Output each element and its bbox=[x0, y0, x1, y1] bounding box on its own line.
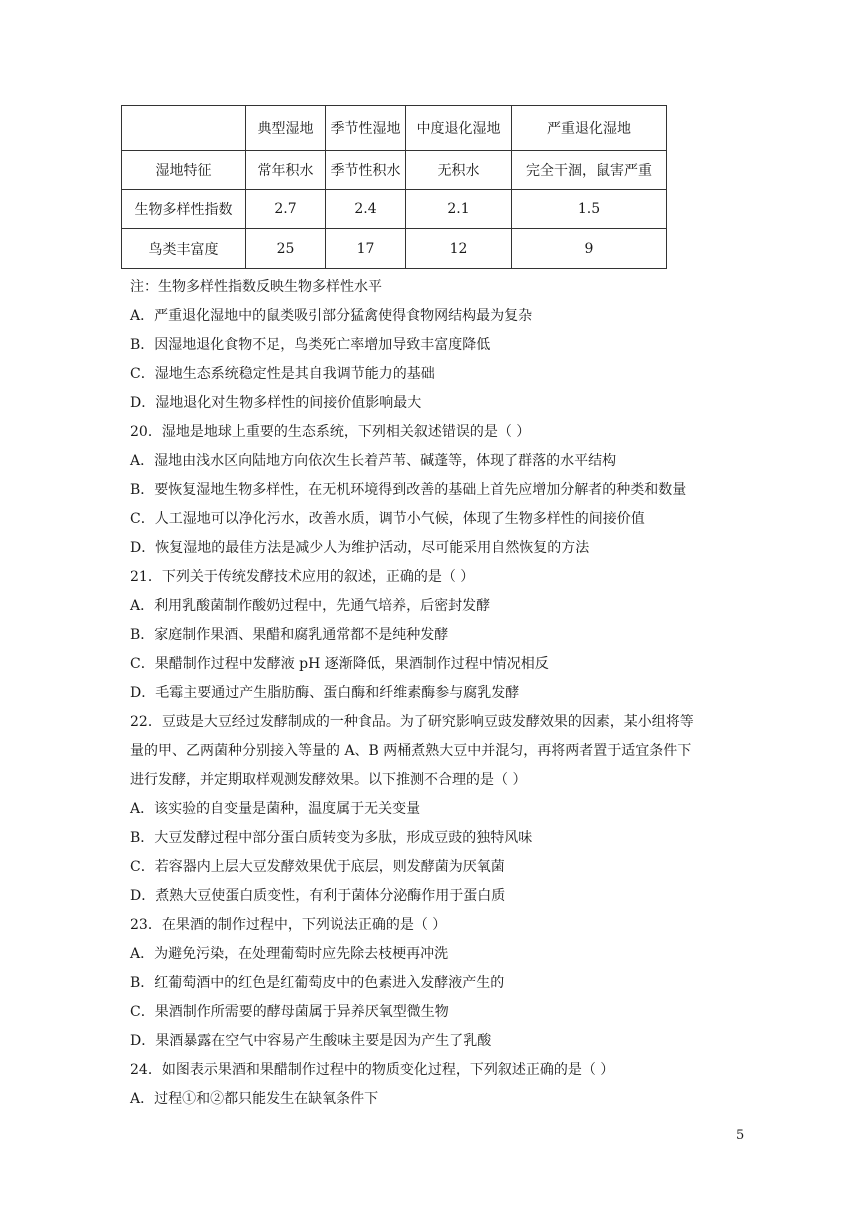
question-22: 22．豆豉是大豆经过发酵制成的一种食品。为了研究影响豆豉发酵效果的因素，某小组将等 bbox=[130, 714, 694, 730]
table-cell: 12 bbox=[406, 229, 512, 269]
option-line: A．湿地由浅水区向陆地方向依次生长着芦苇、碱蓬等，体现了群落的水平结构 bbox=[130, 453, 617, 469]
table-cell: 无积水 bbox=[406, 151, 512, 190]
option-line: C．人工湿地可以净化污水，改善水质，调节小气候，体现了生物多样性的间接价值 bbox=[130, 511, 645, 527]
table-cell: 常年积水 bbox=[246, 151, 326, 190]
option-line: A．利用乳酸菌制作酸奶过程中，先通气培养，后密封发酵 bbox=[130, 598, 491, 614]
table-row bbox=[122, 229, 667, 269]
option-line: B．家庭制作果酒、果醋和腐乳通常都不是纯种发酵 bbox=[130, 627, 449, 643]
table-cell: 湿地特征 bbox=[122, 151, 246, 190]
option-line: C．若容器内上层大豆发酵效果优于底层，则发酵菌为厌氧菌 bbox=[130, 859, 505, 875]
table-cell: 9 bbox=[512, 229, 667, 269]
option-line: B．因湿地退化食物不足，鸟类死亡率增加导致丰富度降低 bbox=[130, 337, 491, 353]
table-cell: 完全干涸，鼠害严重 bbox=[512, 151, 667, 190]
option-line: D．毛霉主要通过产生脂肪酶、蛋白酶和纤维素酶参与腐乳发酵 bbox=[130, 685, 520, 701]
question-22-cont: 量的甲、乙两菌种分别接入等量的 A、B 两桶煮熟大豆中并混匀，再将两者置于适宜条件下 bbox=[130, 743, 692, 759]
table-header-cell: 典型湿地 bbox=[246, 106, 326, 151]
table-cell: 1.5 bbox=[512, 190, 667, 229]
option-line: A．为避免污染，在处理葡萄时应先除去枝梗再冲洗 bbox=[130, 946, 449, 962]
question-21: 21．下列关于传统发酵技术应用的叙述，正确的是（ ） bbox=[130, 569, 475, 585]
option-line: A．该实验的自变量是菌种，温度属于无关变量 bbox=[130, 801, 421, 817]
table-cell: 生物多样性指数 bbox=[122, 190, 246, 229]
option-line: C．果醋制作过程中发酵液 pH 逐渐降低，果酒制作过程中情况相反 bbox=[130, 656, 549, 672]
option-line: D．恢复湿地的最佳方法是减少人为维护活动，尽可能采用自然恢复的方法 bbox=[130, 540, 590, 556]
option-line: A．严重退化湿地中的鼠类吸引部分猛禽使得食物网结构最为复杂 bbox=[130, 308, 533, 324]
option-line: B．要恢复湿地生物多样性，在无机环境得到改善的基础上首先应增加分解者的种类和数量 bbox=[130, 482, 687, 498]
table-header-row bbox=[122, 106, 667, 151]
table-header-cell: 季节性湿地 bbox=[326, 106, 406, 151]
table-cell: 季节性积水 bbox=[326, 151, 406, 190]
option-line: B．大豆发酵过程中部分蛋白质转变为多肽，形成豆豉的独特风味 bbox=[130, 830, 533, 846]
table-header-cell bbox=[122, 106, 246, 151]
option-line: D．煮熟大豆使蛋白质变性，有利于菌体分泌酶作用于蛋白质 bbox=[130, 888, 506, 904]
table-cell: 鸟类丰富度 bbox=[122, 229, 246, 269]
question-22-cont: 进行发酵，并定期取样观测发酵效果。以下推测不合理的是（ ） bbox=[130, 772, 527, 788]
option-line: A．过程①和②都只能发生在缺氧条件下 bbox=[130, 1091, 379, 1107]
wetland-table bbox=[121, 105, 667, 269]
option-line: C．果酒制作所需要的酵母菌属于异养厌氧型微生物 bbox=[130, 1004, 449, 1020]
table-cell: 17 bbox=[326, 229, 406, 269]
table-header-cell: 严重退化湿地 bbox=[512, 106, 667, 151]
question-20: 20．湿地是地球上重要的生态系统，下列相关叙述错误的是（ ） bbox=[130, 424, 531, 440]
page-number: 5 bbox=[736, 1128, 745, 1143]
table-cell: 25 bbox=[246, 229, 326, 269]
table-row bbox=[122, 151, 667, 190]
question-23: 23．在果酒的制作过程中，下列说法正确的是（ ） bbox=[130, 917, 447, 933]
table-header-cell: 中度退化湿地 bbox=[406, 106, 512, 151]
option-line: D．果酒暴露在空气中容易产生酸味主要是因为产生了乳酸 bbox=[130, 1033, 492, 1049]
table-row bbox=[122, 190, 667, 229]
table-cell: 2.7 bbox=[246, 190, 326, 229]
option-line: D．湿地退化对生物多样性的间接价值影响最大 bbox=[130, 395, 422, 411]
table-note: 注：生物多样性指数反映生物多样性水平 bbox=[130, 279, 382, 295]
table-cell: 2.4 bbox=[326, 190, 406, 229]
option-line: B．红葡萄酒中的红色是红葡萄皮中的色素进入发酵液产生的 bbox=[130, 975, 505, 991]
question-24: 24．如图表示果酒和果醋制作过程中的物质变化过程，下列叙述正确的是（ ） bbox=[130, 1062, 615, 1078]
table-cell: 2.1 bbox=[406, 190, 512, 229]
option-line: C．湿地生态系统稳定性是其自我调节能力的基础 bbox=[130, 366, 435, 382]
